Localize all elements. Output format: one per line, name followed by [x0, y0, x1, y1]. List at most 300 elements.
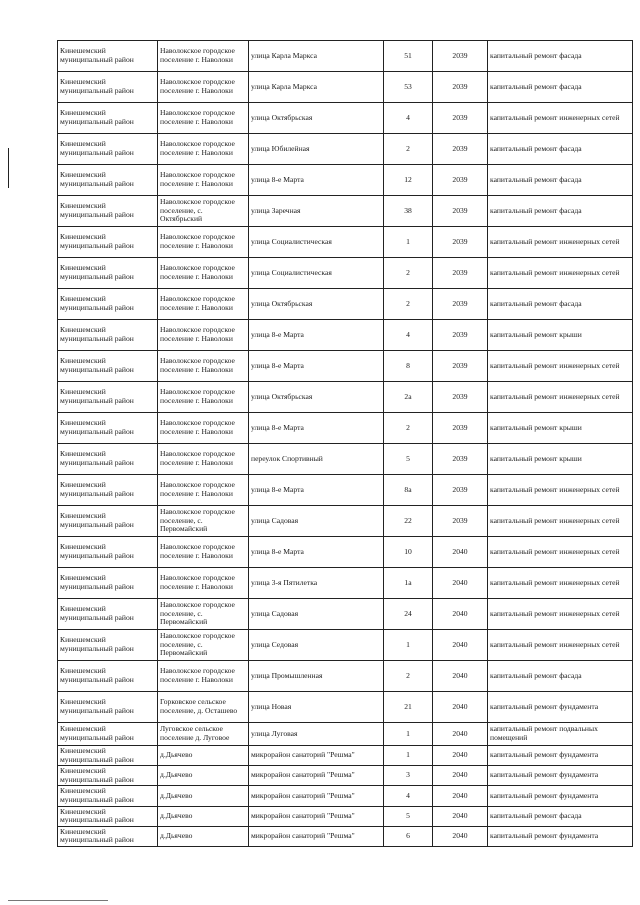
- cell-year: [433, 630, 488, 661]
- year-text: 2039: [452, 329, 468, 339]
- cell-street: [249, 351, 384, 382]
- settlement-text: Наволокское городское поселение г. Наволоки: [160, 46, 235, 64]
- cell-district: [58, 630, 158, 661]
- cell-year: [433, 475, 488, 506]
- district-text: Кинешемский муниципальный район: [60, 480, 134, 498]
- repair-schedule-table: [57, 40, 633, 847]
- cell-year: [433, 72, 488, 103]
- cell-work: [488, 630, 633, 661]
- cell-house: [384, 723, 433, 746]
- district-text: Кинешемский муниципальный район: [60, 511, 134, 529]
- year-text: 2039: [452, 422, 468, 432]
- cell-settlement: [158, 41, 249, 72]
- street-text: улица Октябрьская: [251, 298, 313, 308]
- cell-settlement: [158, 320, 249, 351]
- settlement-text: Наволокское городское поселение г. Наволоки: [160, 573, 235, 591]
- settlement-text: Наволокское городское поселение, с. Октябрьский: [160, 197, 235, 224]
- cell-settlement: [158, 806, 249, 826]
- cell-house: [384, 227, 433, 258]
- year-text: 2040: [452, 608, 468, 618]
- settlement-text: д.Дьячево: [160, 831, 193, 841]
- cell-year: [433, 351, 488, 382]
- cell-house: [384, 599, 433, 630]
- work-text: капитальный ремонт фасада: [490, 205, 582, 215]
- cell-house: [384, 661, 433, 692]
- district-text: Кинешемский муниципальный район: [60, 232, 134, 250]
- cell-settlement: [158, 289, 249, 320]
- house-text: 5: [406, 453, 410, 463]
- cell-district: [58, 351, 158, 382]
- cell-year: [433, 806, 488, 826]
- house-text: 1а: [404, 577, 412, 587]
- street-text: улица Карла Маркса: [251, 81, 317, 91]
- cell-house: [384, 289, 433, 320]
- cell-district: [58, 786, 158, 806]
- street-text: улица 8-е Марта: [251, 360, 304, 370]
- cell-work: [488, 599, 633, 630]
- settlement-text: Наволокское городское поселение г. Наволоки: [160, 449, 235, 467]
- table-row: [58, 72, 633, 103]
- table-row: [58, 746, 633, 766]
- district-text: Кинешемский муниципальный район: [60, 746, 134, 764]
- house-text: 12: [404, 174, 412, 184]
- district-text: Кинешемский муниципальный район: [60, 108, 134, 126]
- cell-settlement: [158, 506, 249, 537]
- street-text: микрорайон санаторий "Решма": [251, 831, 355, 841]
- district-text: Кинешемский муниципальный район: [60, 418, 134, 436]
- cell-street: [249, 72, 384, 103]
- cell-year: [433, 766, 488, 786]
- cell-settlement: [158, 630, 249, 661]
- cell-district: [58, 41, 158, 72]
- house-text: 4: [406, 790, 410, 800]
- cell-year: [433, 103, 488, 134]
- house-text: 2: [406, 422, 410, 432]
- cell-work: [488, 692, 633, 723]
- district-text: Кинешемский муниципальный район: [60, 806, 134, 825]
- work-text: капитальный ремонт фундамента: [490, 750, 599, 760]
- cell-year: [433, 227, 488, 258]
- street-text: улица 8-е Марта: [251, 329, 304, 339]
- cell-district: [58, 258, 158, 289]
- settlement-text: Наволокское городское поселение г. Наволоки: [160, 480, 235, 498]
- table-row: [58, 351, 633, 382]
- table-row: [58, 289, 633, 320]
- year-text: 2040: [452, 831, 468, 841]
- cell-settlement: [158, 692, 249, 723]
- footer-line: [8, 900, 108, 901]
- cell-district: [58, 413, 158, 444]
- cell-work: [488, 165, 633, 196]
- table-row: [58, 103, 633, 134]
- cell-district: [58, 568, 158, 599]
- street-text: улица Октябрьская: [251, 391, 313, 401]
- settlement-text: Наволокское городское поселение г. Наволоки: [160, 108, 235, 126]
- table-row: [58, 506, 633, 537]
- work-text: капитальный ремонт инженерных сетей: [490, 360, 620, 370]
- street-text: улица Промышленная: [251, 670, 323, 680]
- work-text: капитальный ремонт инженерных сетей: [490, 267, 620, 277]
- cell-street: [249, 444, 384, 475]
- table-row: [58, 444, 633, 475]
- street-text: микрорайон санаторий "Решма": [251, 790, 355, 800]
- table-row: [58, 630, 633, 661]
- cell-street: [249, 506, 384, 537]
- street-text: микрорайон санаторий "Решма": [251, 750, 355, 760]
- cell-year: [433, 537, 488, 568]
- cell-year: [433, 196, 488, 227]
- house-text: 8а: [404, 484, 412, 494]
- year-text: 2039: [452, 112, 468, 122]
- cell-settlement: [158, 413, 249, 444]
- cell-house: [384, 786, 433, 806]
- cell-work: [488, 258, 633, 289]
- cell-work: [488, 196, 633, 227]
- cell-work: [488, 413, 633, 444]
- work-text: капитальный ремонт фасада: [490, 298, 582, 308]
- cell-settlement: [158, 537, 249, 568]
- cell-year: [433, 134, 488, 165]
- table-row: [58, 227, 633, 258]
- year-text: 2040: [452, 728, 468, 738]
- settlement-text: д.Дьячево: [160, 790, 193, 800]
- cell-settlement: [158, 72, 249, 103]
- cell-work: [488, 134, 633, 165]
- work-text: капитальный ремонт фасада: [490, 143, 582, 153]
- cell-house: [384, 351, 433, 382]
- house-text: 22: [404, 515, 412, 525]
- year-text: 2039: [452, 81, 468, 91]
- house-text: 53: [404, 81, 412, 91]
- year-text: 2040: [452, 770, 468, 780]
- settlement-text: Наволокское городское поселение г. Наволоки: [160, 387, 235, 405]
- house-text: 3: [406, 770, 410, 780]
- work-text: капитальный ремонт инженерных сетей: [490, 608, 620, 618]
- year-text: 2039: [452, 267, 468, 277]
- work-text: капитальный ремонт фасада: [490, 50, 582, 60]
- house-text: 1: [406, 750, 410, 760]
- work-text: капитальный ремонт фундамента: [490, 770, 599, 780]
- cell-work: [488, 72, 633, 103]
- table-row: [58, 766, 633, 786]
- street-text: улица Социалистическая: [251, 267, 332, 277]
- cell-street: [249, 692, 384, 723]
- margin-mark: [8, 148, 9, 188]
- cell-work: [488, 786, 633, 806]
- house-text: 1: [406, 236, 410, 246]
- cell-year: [433, 692, 488, 723]
- cell-year: [433, 826, 488, 846]
- cell-work: [488, 320, 633, 351]
- district-text: Кинешемский муниципальный район: [60, 542, 134, 560]
- cell-house: [384, 258, 433, 289]
- table-row: [58, 568, 633, 599]
- district-text: Кинешемский муниципальный район: [60, 46, 134, 64]
- work-text: капитальный ремонт фундамента: [490, 831, 599, 841]
- cell-district: [58, 537, 158, 568]
- work-text: капитальный ремонт крыши: [490, 453, 582, 463]
- cell-district: [58, 826, 158, 846]
- cell-settlement: [158, 746, 249, 766]
- cell-year: [433, 320, 488, 351]
- district-text: Кинешемский муниципальный район: [60, 263, 134, 281]
- cell-year: [433, 661, 488, 692]
- cell-district: [58, 444, 158, 475]
- cell-year: [433, 568, 488, 599]
- cell-settlement: [158, 103, 249, 134]
- table-row: [58, 692, 633, 723]
- cell-work: [488, 103, 633, 134]
- cell-settlement: [158, 661, 249, 692]
- cell-settlement: [158, 723, 249, 746]
- cell-house: [384, 766, 433, 786]
- table-row: [58, 413, 633, 444]
- cell-district: [58, 72, 158, 103]
- year-text: 2040: [452, 701, 468, 711]
- cell-district: [58, 196, 158, 227]
- table-row: [58, 723, 633, 746]
- table-row: [58, 196, 633, 227]
- cell-work: [488, 661, 633, 692]
- cell-house: [384, 103, 433, 134]
- cell-work: [488, 227, 633, 258]
- cell-year: [433, 165, 488, 196]
- district-text: Кинешемский муниципальный район: [60, 786, 134, 804]
- year-text: 2039: [452, 50, 468, 60]
- cell-year: [433, 723, 488, 746]
- cell-house: [384, 692, 433, 723]
- cell-district: [58, 746, 158, 766]
- cell-work: [488, 568, 633, 599]
- cell-year: [433, 746, 488, 766]
- district-text: Кинешемский муниципальный район: [60, 666, 134, 684]
- cell-settlement: [158, 766, 249, 786]
- table-row: [58, 258, 633, 289]
- year-text: 2039: [452, 391, 468, 401]
- cell-street: [249, 826, 384, 846]
- settlement-text: Горковское сельское поселение, д. Осташево: [160, 697, 238, 715]
- house-text: 21: [404, 701, 412, 711]
- cell-year: [433, 258, 488, 289]
- cell-street: [249, 196, 384, 227]
- cell-work: [488, 41, 633, 72]
- street-text: улица Луговая: [251, 728, 298, 738]
- cell-work: [488, 746, 633, 766]
- cell-settlement: [158, 444, 249, 475]
- cell-street: [249, 413, 384, 444]
- work-text: капитальный ремонт инженерных сетей: [490, 639, 620, 649]
- cell-work: [488, 826, 633, 846]
- work-text: капитальный ремонт инженерных сетей: [490, 515, 620, 525]
- district-text: Кинешемский муниципальный район: [60, 604, 134, 622]
- street-text: улица Октябрьская: [251, 112, 313, 122]
- settlement-text: Наволокское городское поселение, с. Первомайский: [160, 600, 235, 627]
- cell-house: [384, 568, 433, 599]
- work-text: капитальный ремонт крыши: [490, 422, 582, 432]
- cell-street: [249, 382, 384, 413]
- street-text: улица 8-е Марта: [251, 422, 304, 432]
- cell-work: [488, 475, 633, 506]
- district-text: Кинешемский муниципальный район: [60, 766, 134, 784]
- cell-work: [488, 506, 633, 537]
- cell-street: [249, 475, 384, 506]
- year-text: 2040: [452, 810, 468, 820]
- cell-settlement: [158, 382, 249, 413]
- cell-year: [433, 382, 488, 413]
- cell-street: [249, 568, 384, 599]
- house-text: 38: [404, 205, 412, 215]
- cell-work: [488, 444, 633, 475]
- work-text: капитальный ремонт инженерных сетей: [490, 391, 620, 401]
- cell-street: [249, 134, 384, 165]
- house-text: 2: [406, 670, 410, 680]
- cell-settlement: [158, 165, 249, 196]
- table-row: [58, 165, 633, 196]
- work-text: капитальный ремонт инженерных сетей: [490, 577, 620, 587]
- table-row: [58, 661, 633, 692]
- cell-settlement: [158, 134, 249, 165]
- table-row: [58, 599, 633, 630]
- cell-street: [249, 537, 384, 568]
- year-text: 2040: [452, 577, 468, 587]
- cell-work: [488, 289, 633, 320]
- cell-street: [249, 320, 384, 351]
- year-text: 2039: [452, 236, 468, 246]
- cell-house: [384, 196, 433, 227]
- house-text: 24: [404, 608, 412, 618]
- house-text: 6: [406, 831, 410, 841]
- settlement-text: Луговское сельское поселение д. Луговое: [160, 724, 230, 742]
- table-row: [58, 786, 633, 806]
- cell-street: [249, 661, 384, 692]
- cell-district: [58, 723, 158, 746]
- cell-house: [384, 537, 433, 568]
- cell-district: [58, 506, 158, 537]
- cell-district: [58, 475, 158, 506]
- work-text: капитальный ремонт крыши: [490, 329, 582, 339]
- street-text: микрорайон санаторий "Решма": [251, 770, 355, 780]
- district-text: Кинешемский муниципальный район: [60, 356, 134, 374]
- work-text: капитальный ремонт инженерных сетей: [490, 236, 620, 246]
- table-row: [58, 41, 633, 72]
- district-text: Кинешемский муниципальный район: [60, 139, 134, 157]
- cell-house: [384, 134, 433, 165]
- street-text: улица Социалистическая: [251, 236, 332, 246]
- house-text: 1: [406, 728, 410, 738]
- cell-district: [58, 382, 158, 413]
- table-row: [58, 826, 633, 846]
- cell-year: [433, 786, 488, 806]
- year-text: 2040: [452, 639, 468, 649]
- district-text: Кинешемский муниципальный район: [60, 449, 134, 467]
- year-text: 2039: [452, 453, 468, 463]
- cell-district: [58, 320, 158, 351]
- cell-house: [384, 382, 433, 413]
- work-text: капитальный ремонт фасада: [490, 670, 582, 680]
- street-text: улица Седовая: [251, 639, 299, 649]
- table-row: [58, 382, 633, 413]
- settlement-text: Наволокское городское поселение, с. Первомайский: [160, 631, 235, 658]
- house-text: 10: [404, 546, 412, 556]
- cell-district: [58, 661, 158, 692]
- year-text: 2039: [452, 205, 468, 215]
- cell-settlement: [158, 351, 249, 382]
- cell-district: [58, 806, 158, 826]
- cell-district: [58, 103, 158, 134]
- street-text: улица 8-е Марта: [251, 174, 304, 184]
- house-text: 2: [406, 267, 410, 277]
- street-text: микрорайон санаторий "Решма": [251, 810, 355, 820]
- cell-house: [384, 826, 433, 846]
- year-text: 2039: [452, 484, 468, 494]
- settlement-text: Наволокское городское поселение г. Наволоки: [160, 263, 235, 281]
- cell-street: [249, 165, 384, 196]
- settlement-text: д.Дьячево: [160, 750, 193, 760]
- cell-year: [433, 289, 488, 320]
- cell-house: [384, 165, 433, 196]
- cell-year: [433, 41, 488, 72]
- work-text: капитальный ремонт подвальных помещений: [490, 724, 598, 742]
- settlement-text: Наволокское городское поселение г. Наволоки: [160, 170, 235, 188]
- cell-street: [249, 630, 384, 661]
- district-text: Кинешемский муниципальный район: [60, 635, 134, 653]
- cell-year: [433, 413, 488, 444]
- district-text: Кинешемский муниципальный район: [60, 201, 134, 219]
- district-text: Кинешемский муниципальный район: [60, 77, 134, 95]
- district-text: Кинешемский муниципальный район: [60, 294, 134, 312]
- settlement-text: Наволокское городское поселение, с. Первомайский: [160, 507, 235, 534]
- cell-street: [249, 258, 384, 289]
- street-text: улица Садовая: [251, 515, 299, 525]
- cell-year: [433, 444, 488, 475]
- house-text: 1: [406, 639, 410, 649]
- district-text: Кинешемский муниципальный район: [60, 325, 134, 343]
- house-text: 4: [406, 329, 410, 339]
- settlement-text: Наволокское городское поселение г. Наволоки: [160, 232, 235, 250]
- street-text: улица Заречная: [251, 205, 301, 215]
- street-text: улица Новая: [251, 701, 292, 711]
- street-text: улица Садовая: [251, 608, 299, 618]
- district-text: Кинешемский муниципальный район: [60, 573, 134, 591]
- street-text: улица 8-е Марта: [251, 484, 304, 494]
- settlement-text: Наволокское городское поселение г. Наволоки: [160, 356, 235, 374]
- cell-street: [249, 806, 384, 826]
- cell-year: [433, 599, 488, 630]
- district-text: Кинешемский муниципальный район: [60, 387, 134, 405]
- settlement-text: Наволокское городское поселение г. Наволоки: [160, 542, 235, 560]
- table-row: [58, 475, 633, 506]
- year-text: 2039: [452, 174, 468, 184]
- work-text: капитальный ремонт инженерных сетей: [490, 546, 620, 556]
- cell-work: [488, 723, 633, 746]
- house-text: 2: [406, 298, 410, 308]
- settlement-text: Наволокское городское поселение г. Наволоки: [160, 77, 235, 95]
- year-text: 2039: [452, 298, 468, 308]
- work-text: капитальный ремонт инженерных сетей: [490, 112, 620, 122]
- table-row: [58, 537, 633, 568]
- cell-district: [58, 134, 158, 165]
- year-text: 2039: [452, 360, 468, 370]
- house-text: 5: [406, 810, 410, 820]
- cell-work: [488, 766, 633, 786]
- cell-settlement: [158, 786, 249, 806]
- cell-district: [58, 692, 158, 723]
- cell-house: [384, 72, 433, 103]
- table-row: [58, 134, 633, 165]
- settlement-text: Наволокское городское поселение г. Наволоки: [160, 325, 235, 343]
- cell-house: [384, 320, 433, 351]
- year-text: 2039: [452, 515, 468, 525]
